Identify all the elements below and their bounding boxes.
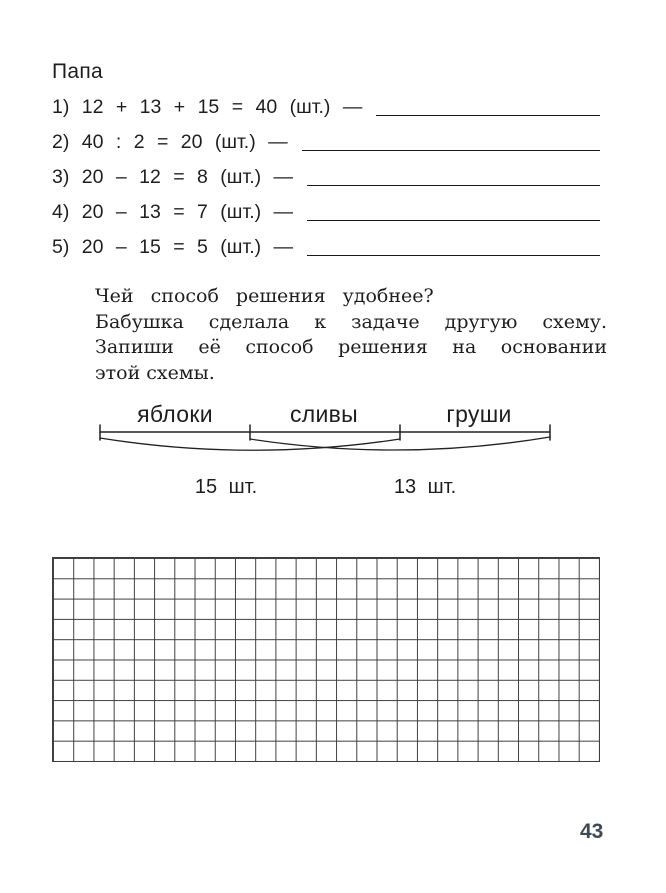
equation-row (52, 153, 600, 188)
segment-label-pears: груши (446, 401, 512, 427)
number-line-diagram (0, 390, 666, 512)
section-heading: Папа (52, 60, 104, 83)
equation-row (52, 223, 600, 258)
equation-text: 4) 20 – 13 = 7 (шт.) — (52, 200, 294, 223)
task-text (95, 284, 607, 386)
segment-label-plums: сливы (289, 401, 359, 427)
answer-line (376, 105, 600, 116)
answer-line (302, 140, 600, 151)
task-text-line: Чей способ решения удобнее? (95, 285, 434, 307)
equation-text: 2) 40 : 2 = 20 (шт.) — (52, 130, 288, 153)
equation-row (52, 188, 600, 223)
task-text-line: Бабушка сделала к задаче другую схему. (95, 310, 607, 333)
answer-line (307, 175, 600, 186)
equation-row (52, 118, 600, 153)
answer-line (307, 210, 600, 221)
answer-line (307, 245, 600, 256)
task-text-line: Запиши её способ решения на основании (95, 336, 607, 358)
equation-text: 1) 12 + 13 + 15 = 40 (шт.) — (52, 95, 363, 118)
segment-label-apples: яблоки (137, 401, 213, 427)
equation-row (52, 83, 600, 118)
task-text-line: этой схемы. (95, 361, 215, 384)
equation-text: 3) 20 – 12 = 8 (шт.) — (52, 165, 294, 188)
equations-block (52, 83, 600, 258)
equation-text: 5) 20 – 15 = 5 (шт.) — (52, 235, 294, 258)
brace-count-left: 15 шт. (194, 476, 258, 498)
brace-count-right: 13 шт. (393, 476, 457, 498)
page-number: 43 (580, 820, 604, 843)
answer-grid (52, 557, 600, 762)
